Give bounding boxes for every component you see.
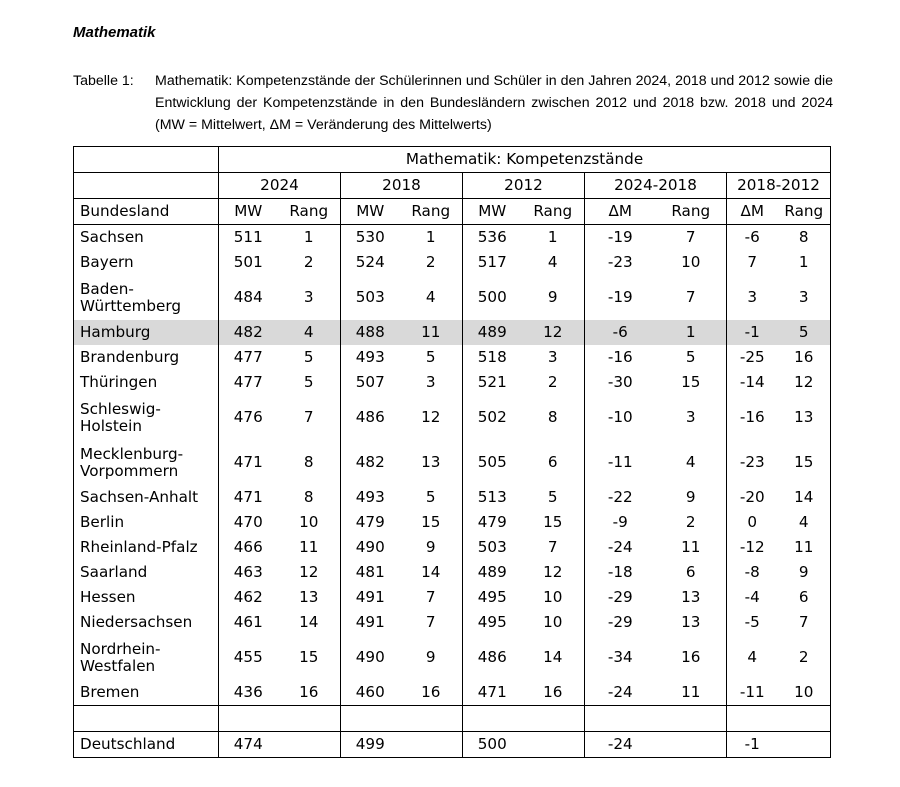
value-cell bbox=[278, 732, 341, 758]
bundesland-name: Schleswig- bbox=[80, 399, 161, 418]
bundesland-cell bbox=[74, 370, 219, 395]
bundesland-cell bbox=[74, 485, 219, 510]
value-cell: 12 bbox=[794, 373, 814, 391]
value-cell: 13 bbox=[794, 408, 814, 426]
value-cell: 5 bbox=[303, 348, 314, 366]
value-cell: 1 bbox=[656, 320, 727, 345]
value-cell: 9 bbox=[425, 538, 436, 556]
bundesland-cell bbox=[74, 320, 219, 345]
spacer-cell bbox=[278, 706, 341, 732]
value-cell: 4 bbox=[425, 288, 436, 306]
value-cell: 16 bbox=[681, 648, 701, 666]
value-cell: 14 bbox=[299, 613, 319, 631]
table-row bbox=[74, 250, 831, 275]
table-row bbox=[74, 275, 831, 320]
value-cell: 486 bbox=[341, 395, 400, 440]
value-cell: 16 bbox=[278, 680, 341, 706]
value-cell: 482 bbox=[219, 320, 278, 345]
bundesland-cell bbox=[74, 345, 219, 370]
value-cell: 463 bbox=[219, 560, 278, 585]
value-cell: 8 bbox=[798, 228, 809, 246]
bundesland-name: Baden- bbox=[80, 279, 134, 298]
value-cell: 9 bbox=[547, 288, 558, 306]
bundesland-name: Bayern bbox=[80, 253, 134, 271]
value-cell: 10 bbox=[299, 513, 319, 531]
table-row bbox=[74, 485, 831, 510]
table-row bbox=[74, 345, 831, 370]
value-cell: 8 bbox=[303, 488, 314, 506]
value-cell: 461 bbox=[219, 610, 278, 635]
table-caption bbox=[73, 70, 833, 136]
value-cell: -4 bbox=[727, 585, 778, 610]
value-cell: 15 bbox=[421, 513, 441, 531]
value-cell: 481 bbox=[341, 560, 400, 585]
bundesland-cell bbox=[74, 610, 219, 635]
value-cell: 3 bbox=[798, 288, 809, 306]
table-row bbox=[74, 585, 831, 610]
value-cell: 11 bbox=[400, 320, 463, 345]
value-cell: 536 bbox=[463, 225, 522, 251]
bundesland-name: Nordrhein- bbox=[80, 639, 161, 658]
value-cell: 6 bbox=[547, 453, 558, 471]
value-cell: 505 bbox=[463, 440, 522, 485]
spacer-cell bbox=[656, 706, 727, 732]
value-cell: -30 bbox=[585, 370, 656, 395]
spacer-cell bbox=[585, 706, 656, 732]
bundesland-name-line2: Westfalen bbox=[80, 656, 156, 675]
value-cell: 4 bbox=[547, 253, 558, 271]
table-row bbox=[74, 635, 831, 680]
value-cell: 491 bbox=[341, 610, 400, 635]
value-cell: 471 bbox=[463, 680, 522, 706]
value-cell: 5 bbox=[778, 320, 831, 345]
bundesland-name-line2: Vorpommern bbox=[80, 461, 179, 480]
table-row bbox=[74, 535, 831, 560]
value-cell: 5 bbox=[547, 488, 558, 506]
value-cell: -18 bbox=[585, 560, 656, 585]
bundesland-cell bbox=[74, 510, 219, 535]
value-cell: 4 bbox=[278, 320, 341, 345]
value-cell: 5 bbox=[685, 348, 696, 366]
value-cell: 476 bbox=[219, 395, 278, 440]
value-cell: 482 bbox=[341, 440, 400, 485]
value-cell: 436 bbox=[219, 680, 278, 706]
group-header: 2024-2018 bbox=[585, 173, 727, 199]
value-cell: 4 bbox=[685, 453, 696, 471]
caption-label: Tabelle 1: bbox=[73, 73, 134, 89]
value-cell: 530 bbox=[341, 225, 400, 251]
value-cell: 16 bbox=[400, 680, 463, 706]
value-cell: 5 bbox=[303, 373, 314, 391]
value-cell: -20 bbox=[727, 485, 778, 510]
value-cell: 1 bbox=[425, 228, 436, 246]
sub-header: ΔM bbox=[585, 199, 656, 225]
group-header: 2018-2012 bbox=[727, 173, 831, 199]
value-cell: -23 bbox=[727, 440, 778, 485]
value-cell: 15 bbox=[681, 373, 701, 391]
value-cell: 15 bbox=[299, 648, 319, 666]
value-cell: 517 bbox=[463, 250, 522, 275]
table-row bbox=[74, 440, 831, 485]
value-cell: 470 bbox=[219, 510, 278, 535]
value-cell: 500 bbox=[463, 275, 522, 320]
value-cell: -34 bbox=[585, 635, 656, 680]
value-cell: 477 bbox=[219, 345, 278, 370]
value-cell: -12 bbox=[727, 535, 778, 560]
value-cell: 466 bbox=[219, 535, 278, 560]
value-cell: -24 bbox=[585, 680, 656, 706]
value-cell: 493 bbox=[341, 485, 400, 510]
value-cell: 491 bbox=[341, 585, 400, 610]
bundesland-name: Deutschland bbox=[80, 735, 176, 753]
value-cell: 477 bbox=[219, 370, 278, 395]
bundesland-name: Mecklenburg- bbox=[80, 444, 184, 463]
value-cell: 3 bbox=[727, 275, 778, 320]
value-cell: -25 bbox=[727, 345, 778, 370]
value-cell: 479 bbox=[463, 510, 522, 535]
value-cell: -5 bbox=[727, 610, 778, 635]
group-header: 2012 bbox=[463, 173, 585, 199]
value-cell bbox=[522, 732, 585, 758]
value-cell: 13 bbox=[681, 588, 701, 606]
spacer-cell bbox=[522, 706, 585, 732]
spacer-row bbox=[74, 706, 831, 732]
value-cell: 1 bbox=[798, 253, 809, 271]
value-cell: 16 bbox=[794, 348, 814, 366]
value-cell: 14 bbox=[543, 648, 563, 666]
value-cell: 495 bbox=[463, 585, 522, 610]
value-cell: -23 bbox=[585, 250, 656, 275]
value-cell: 511 bbox=[219, 225, 278, 251]
value-cell: 1 bbox=[547, 228, 558, 246]
value-cell: -9 bbox=[585, 510, 656, 535]
value-cell: 11 bbox=[299, 538, 319, 556]
bundesland-name: Brandenburg bbox=[80, 348, 180, 366]
value-cell: 6 bbox=[685, 563, 696, 581]
value-cell: 2 bbox=[798, 648, 809, 666]
value-cell: 3 bbox=[303, 288, 314, 306]
value-cell: -29 bbox=[585, 610, 656, 635]
value-cell: 6 bbox=[798, 588, 809, 606]
spacer-cell bbox=[219, 706, 278, 732]
super-header: Mathematik: Kompetenzstände bbox=[219, 147, 831, 173]
bundesland-name: Berlin bbox=[80, 513, 125, 531]
sub-header: Rang bbox=[278, 199, 341, 225]
value-cell: 479 bbox=[341, 510, 400, 535]
value-cell: 13 bbox=[681, 613, 701, 631]
bundesland-name: Hamburg bbox=[80, 323, 151, 341]
value-cell: 490 bbox=[341, 535, 400, 560]
value-cell: 521 bbox=[463, 370, 522, 395]
value-cell: 484 bbox=[219, 275, 278, 320]
value-cell: -16 bbox=[585, 345, 656, 370]
value-cell: 460 bbox=[341, 680, 400, 706]
table-row bbox=[74, 320, 831, 345]
value-cell: -10 bbox=[585, 395, 656, 440]
bundesland-cell bbox=[74, 225, 219, 251]
value-cell: 9 bbox=[685, 488, 696, 506]
sub-header: MW bbox=[463, 199, 522, 225]
value-cell: 486 bbox=[463, 635, 522, 680]
value-cell: -29 bbox=[585, 585, 656, 610]
value-cell: -14 bbox=[727, 370, 778, 395]
value-cell: 471 bbox=[219, 485, 278, 510]
value-cell: 513 bbox=[463, 485, 522, 510]
table-row bbox=[74, 610, 831, 635]
table-row bbox=[74, 370, 831, 395]
value-cell bbox=[778, 732, 831, 758]
value-cell: 7 bbox=[685, 288, 696, 306]
value-cell: -1 bbox=[727, 320, 778, 345]
header-corner-2 bbox=[74, 173, 219, 199]
value-cell: 7 bbox=[303, 408, 314, 426]
value-cell: 9 bbox=[798, 563, 809, 581]
sub-header: MW bbox=[219, 199, 278, 225]
value-cell: 7 bbox=[727, 250, 778, 275]
sub-header: Rang bbox=[656, 199, 727, 225]
value-cell: 5 bbox=[425, 488, 436, 506]
value-cell: 14 bbox=[794, 488, 814, 506]
value-cell: 2 bbox=[547, 373, 558, 391]
bundesland-cell bbox=[74, 635, 219, 680]
value-cell: 8 bbox=[303, 453, 314, 471]
bundesland-cell bbox=[74, 732, 219, 758]
value-cell: 493 bbox=[341, 345, 400, 370]
value-cell: 471 bbox=[219, 440, 278, 485]
spacer-cell bbox=[727, 706, 778, 732]
value-cell: -19 bbox=[585, 225, 656, 251]
sub-header: ΔM bbox=[727, 199, 778, 225]
sub-header: Rang bbox=[400, 199, 463, 225]
sub-header: Rang bbox=[778, 199, 831, 225]
table-row bbox=[74, 560, 831, 585]
value-cell: 5 bbox=[425, 348, 436, 366]
value-cell: 15 bbox=[543, 513, 563, 531]
value-cell: 499 bbox=[341, 732, 400, 758]
row-header: Bundesland bbox=[74, 199, 219, 225]
value-cell: 489 bbox=[463, 320, 522, 345]
value-cell: 1 bbox=[303, 228, 314, 246]
value-cell: 12 bbox=[522, 320, 585, 345]
bundesland-name-line2: Württemberg bbox=[80, 296, 181, 315]
value-cell: 4 bbox=[798, 513, 809, 531]
bundesland-cell bbox=[74, 535, 219, 560]
value-cell: 7 bbox=[425, 613, 436, 631]
bundesland-name: Niedersachsen bbox=[80, 613, 193, 631]
value-cell: -11 bbox=[585, 440, 656, 485]
header-corner bbox=[74, 147, 219, 173]
value-cell: 518 bbox=[463, 345, 522, 370]
value-cell: 12 bbox=[543, 563, 563, 581]
value-cell: 15 bbox=[794, 453, 814, 471]
value-cell: 495 bbox=[463, 610, 522, 635]
table-row bbox=[74, 395, 831, 440]
group-header: 2018 bbox=[341, 173, 463, 199]
value-cell: 7 bbox=[425, 588, 436, 606]
value-cell: 488 bbox=[341, 320, 400, 345]
value-cell: 524 bbox=[341, 250, 400, 275]
value-cell: 503 bbox=[341, 275, 400, 320]
sub-header: MW bbox=[341, 199, 400, 225]
spacer-cell bbox=[463, 706, 522, 732]
spacer-cell bbox=[778, 706, 831, 732]
bundesland-name: Rheinland-Pfalz bbox=[80, 538, 198, 556]
value-cell: 4 bbox=[727, 635, 778, 680]
caption-text: Mathematik: Kompetenzstände der Schülerinnen und Schüler in den Jahren 2024, 2018 und 2012 sowie die Entwicklung der Kompetenzstände in den Bundesländern zwischen 2012 und 2018 bzw. 2018 und 2024 (MW = Mittelwert, ΔM = Veränderung des Mittelwerts) bbox=[155, 73, 833, 133]
table-row bbox=[74, 680, 831, 706]
value-cell: 7 bbox=[798, 613, 809, 631]
data-table bbox=[73, 146, 831, 758]
value-cell: 7 bbox=[685, 228, 696, 246]
bundesland-cell bbox=[74, 250, 219, 275]
value-cell: -11 bbox=[727, 680, 778, 706]
bundesland-cell bbox=[74, 440, 219, 485]
value-cell: -6 bbox=[585, 320, 656, 345]
bundesland-cell bbox=[74, 560, 219, 585]
value-cell: 2 bbox=[425, 253, 436, 271]
value-cell: 489 bbox=[463, 560, 522, 585]
value-cell: 0 bbox=[727, 510, 778, 535]
value-cell: -16 bbox=[727, 395, 778, 440]
value-cell: 14 bbox=[421, 563, 441, 581]
value-cell: 12 bbox=[299, 563, 319, 581]
value-cell: 490 bbox=[341, 635, 400, 680]
group-header: 2024 bbox=[219, 173, 341, 199]
table-row bbox=[74, 510, 831, 535]
value-cell: 11 bbox=[681, 538, 701, 556]
value-cell: 2 bbox=[685, 513, 696, 531]
value-cell: -1 bbox=[727, 732, 778, 758]
bundesland-cell bbox=[74, 275, 219, 320]
value-cell: -8 bbox=[727, 560, 778, 585]
total-row bbox=[74, 732, 831, 758]
value-cell: 11 bbox=[794, 538, 814, 556]
bundesland-cell bbox=[74, 585, 219, 610]
bundesland-name: Thüringen bbox=[80, 373, 158, 391]
value-cell: -24 bbox=[585, 732, 656, 758]
value-cell: 10 bbox=[543, 613, 563, 631]
value-cell: 3 bbox=[685, 408, 696, 426]
value-cell: 8 bbox=[547, 408, 558, 426]
spacer-cell bbox=[400, 706, 463, 732]
table-row bbox=[74, 225, 831, 251]
value-cell: 11 bbox=[656, 680, 727, 706]
value-cell: 501 bbox=[219, 250, 278, 275]
value-cell: -19 bbox=[585, 275, 656, 320]
value-cell: 503 bbox=[463, 535, 522, 560]
value-cell: 12 bbox=[421, 408, 441, 426]
bundesland-cell bbox=[74, 680, 219, 706]
value-cell: 2 bbox=[303, 253, 314, 271]
value-cell: 474 bbox=[219, 732, 278, 758]
value-cell: 502 bbox=[463, 395, 522, 440]
value-cell: 13 bbox=[421, 453, 441, 471]
value-cell: 10 bbox=[681, 253, 701, 271]
section-heading: Mathematik bbox=[73, 24, 156, 41]
bundesland-name: Sachsen-Anhalt bbox=[80, 488, 199, 506]
bundesland-name-line2: Holstein bbox=[80, 416, 142, 435]
value-cell: 462 bbox=[219, 585, 278, 610]
value-cell: 13 bbox=[299, 588, 319, 606]
value-cell: 455 bbox=[219, 635, 278, 680]
bundesland-name: Sachsen bbox=[80, 228, 144, 246]
value-cell bbox=[656, 732, 727, 758]
value-cell: -6 bbox=[727, 225, 778, 251]
sub-header: Rang bbox=[522, 199, 585, 225]
value-cell: -22 bbox=[585, 485, 656, 510]
bundesland-cell bbox=[74, 395, 219, 440]
bundesland-name: Hessen bbox=[80, 588, 136, 606]
value-cell bbox=[400, 732, 463, 758]
bundesland-name: Saarland bbox=[80, 563, 148, 581]
bundesland-name: Bremen bbox=[80, 683, 140, 701]
value-cell: 3 bbox=[547, 348, 558, 366]
value-cell: 16 bbox=[522, 680, 585, 706]
value-cell: -24 bbox=[585, 535, 656, 560]
value-cell: 3 bbox=[425, 373, 436, 391]
spacer-cell bbox=[74, 706, 219, 732]
value-cell: 9 bbox=[425, 648, 436, 666]
value-cell: 10 bbox=[778, 680, 831, 706]
value-cell: 10 bbox=[543, 588, 563, 606]
value-cell: 7 bbox=[547, 538, 558, 556]
value-cell: 507 bbox=[341, 370, 400, 395]
spacer-cell bbox=[341, 706, 400, 732]
value-cell: 500 bbox=[463, 732, 522, 758]
